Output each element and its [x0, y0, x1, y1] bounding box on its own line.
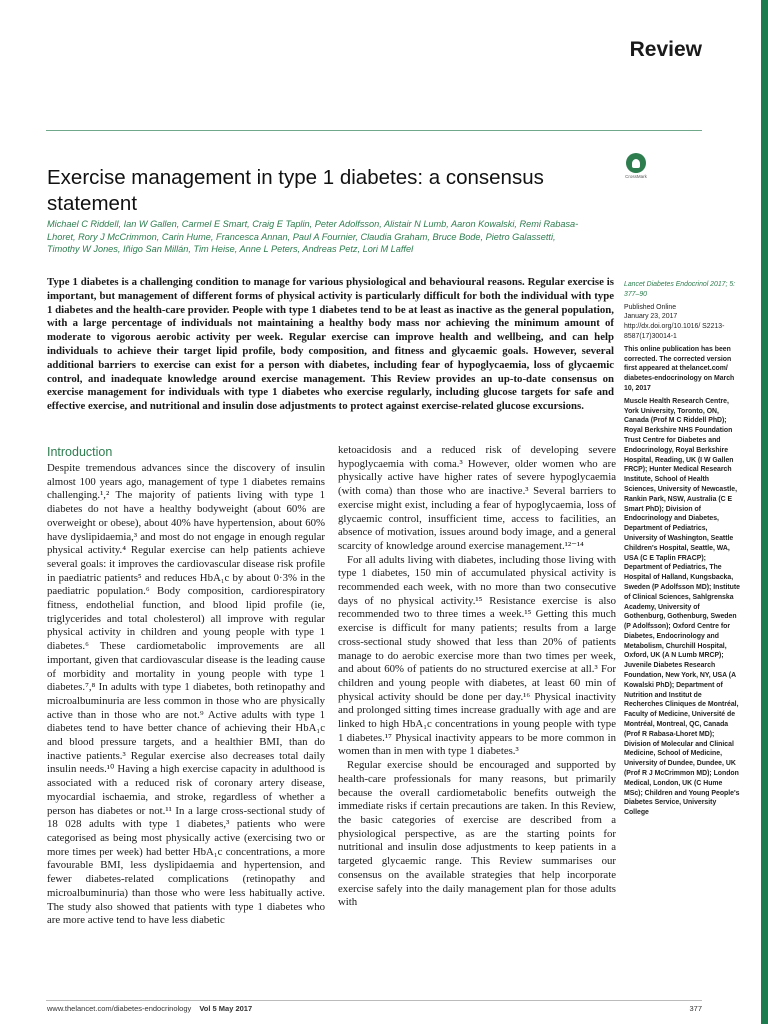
- footer-rule: [46, 1000, 702, 1001]
- published-date: January 23, 2017: [624, 313, 678, 321]
- correction-note: This online publication has been corrected. The corrected version first appeared at thelancet.com/ diabetes-endocrinology on March 10, 2017: [624, 345, 735, 392]
- intro-heading: Introduction: [47, 445, 113, 459]
- crossmark-icon[interactable]: CrossMark: [624, 153, 648, 187]
- footer-url[interactable]: www.thelancet.com/diabetes-endocrinology: [47, 1004, 192, 1013]
- paragraph: ketoacidosis and a reduced risk of developing severe hypoglycaemia with coma.³ However, older women who are physically active have higher rates of severe hypoglycaemia (with coma) than those who are inactive.³ Several barriers to exercise might exist, including a fear of hypoglycaemia, loss of glycaemic control, insufficient time, access to facilities, an absence of motivation, issues around body image, and a general scarcity of knowledge around exercise management.¹²⁻¹⁴: [338, 444, 616, 552]
- author-list: Michael C Riddell, Ian W Gallen, Carmel E Smart, Craig E Taplin, Peter Adolfsson, Alistair N Lumb, Aaron Kowalski, Remi Rabasa-Lhoret, Rory J McCrimmon, Carin Hume, Francesca Annan, Paul A Fournier, Claudia Graham, Bruce Bode, Pietro Galassetti, Timothy W Jones, Iñigo San Millán, Tim Heise, Anne L Peters, Andreas Petz, Lori M Laffel: [47, 219, 579, 255]
- page-number: 377: [689, 1004, 702, 1013]
- published-label: Published Online: [624, 303, 677, 311]
- body-column-left: [47, 444, 325, 928]
- paragraph: Despite tremendous advances since the discovery of insulin almost 100 years ago, management of type 1 diabetes remains challenging.¹,² The majority of patients living with type 1 diabetes do not have a healthy bodyweight (about 60% are overweight or obese), about 40% have hypertension, about 60% have dyslipidaemia,³ and most do not engage in enough regular physical activity.⁴ Regular exercise can help patients achieve several goals: it improves the cardiovascular disease risk profile in paediatric patients⁵ and reduces HbA₁c by about 0·3% in the paediatric population.⁶ Body composition, cardiorespiratory fitness, endothelial function, and blood lipid profile (ie, triglycerides and total cholesterol) all improve with regular physical activity in children and young people with type 1 diabetes.⁶ These cardiometabolic improvements are all important, given that cardiovascular disease is the leading cause of morbidity and mortality in young people with type 1 diabetes.⁷,⁸ In adults with type 1 diabetes, both retinopathy and microalbuminuria are less common in those who are physically active than in those who are not.⁹ Active adults with type 1 diabetes tend to have better chance of achieving their HbA₁c and blood pressure targets, and a healthier BMI, than do inactive patients.³ Regular exercise also decreases total daily insulin needs.¹⁰ Having a high exercise capacity in adulthood is associated with a reduced risk of coronary artery disease, myocardial ischaemia, and stroke, regardless of whether a person has diabetes or not.¹¹ In a large cross-sectional study of 18 028 adults with type 1 diabetes,³ patients who were categorised as being most physically active (exercising two or more times per week) had better HbA₁c concentrations, a more favourable BMI, less dyslipidaemia and hypertension, and fewer diabetes-related complications (retinopathy and microalbuminuria) than those who were less habitually active. The study also showed that patients with type 1 diabetes who are more active tend to have less diabetic: [47, 462, 325, 927]
- paragraph: Regular exercise should be encouraged and supported by health-care professionals for many reasons, but primarily because the overall cardiometabolic benefits outweigh the immediate risks if certain precautions are taken. In this Review, the basic categories of exercise are described from a physiological perspective, as are the starting points for nutritional and insulin dose adjustments to keep patients in a targeted glycaemic range. This Review summarises our consensus on the available strategies that help incorporate exercise safely into the daily management plan for those adults with: [338, 759, 616, 909]
- article-title: Exercise management in type 1 diabetes: a consensus statement: [47, 165, 544, 215]
- body-column-middle: [338, 444, 616, 910]
- abstract: Type 1 diabetes is a challenging condition to manage for various physiological and behavioural reasons. Regular exercise is important, but management of different forms of physical activity is particularly difficult for both the individual with type 1 diabetes and the health-care provider. People with type 1 diabetes tend to be at least as inactive as the general population, with a large percentage of individuals not maintaining a healthy body mass nor achieving the minimum amount of moderate to vigorous aerobic activity per week. Regular exercise can improve health and wellbeing, and can help individuals to achieve their target lipid profile, body composition, and fitness and glycaemic goals. However, several additional barriers to exercise can exist for a person with diabetes, including fear of hypoglycaemia, loss of glycaemic control, and inadequate knowledge around exercise management. This Review provides an up-to-date consensus on exercise management for individuals with type 1 diabetes who exercise regularly, including glucose targets for safe and effective exercise, and nutritional and insulin dose adjustments to protect against exercise-related glucose excursions.: [47, 276, 614, 413]
- citation: Lancet Diabetes Endocrinol 2017; 5: 377–90: [624, 281, 736, 298]
- paragraph: For all adults living with diabetes, including those living with type 1 diabetes, 150 min of accumulated physical activity is recommended each week, with no more than two consecutive days of no physical activity.¹⁵ Resistance exercise is also recommended two to three times a week.¹⁵ Getting this much exercise is difficult for many patients; results from a large cross-sectional study showed that less than 20% of patients manage to do aerobic exercise more than two times per week, and about 60% of patients do no structured exercise at all.³ For children and young people with diabetes, at least 60 min of physical activity should be done per day.¹⁶ Physical inactivity and prolonged sitting times increase gradually with age and are linked to high HbA₁c concentrations in young people with type 1 diabetes.¹⁷ Physical inactivity appears to be more common in women than in men with type 1 diabetes.³: [338, 553, 616, 758]
- footer-volume: Vol 5 May 2017: [199, 1004, 253, 1013]
- footer: [47, 1004, 252, 1013]
- header-rule: [46, 130, 702, 131]
- doi-link[interactable]: http://dx.doi.org/10.1016/ S2213-8587(17)30014-1: [624, 323, 725, 340]
- section-label: Review: [629, 38, 702, 61]
- journal-side-bar: [761, 0, 768, 1024]
- article-sidebar: [624, 280, 742, 818]
- affiliations: Muscle Health Research Centre, York University, Toronto, ON, Canada (Prof M C Riddell PhD); Royal Berkshire NHS Foundation Trust Centre for Diabetes and Endocrinology, Royal Berkshire Hospital, Reading, UK (I W Gallen FRCP); Hunter Medical Research Institute, School of Health Sciences, University of Newcastle, Rankin Park, NSW, Australia (C E Smart PhD); Division of Endocrinology and Diabetes, Department of Pediatrics, University of Washington, Seattle Children's Hospital, Seattle, WA, USA (C E Taplin FRACP); Department of Pediatrics, The Hospital of Halland, Kungsbacka, Sweden (P Adolfsson MD); Institute of Clinical Sciences, Sahlgrenska Academy, University of Gothenburg, Gothenburg, Sweden (P Adolfsson); Oxford Centre for Diabetes, Endocrinology and Metabolism, Churchill Hospital, Oxford, UK (A N Lumb MRCP); Juvenile Diabetes Research Foundation, New York, NY, USA (A Kowalski PhD); Department of Nutrition and Institut de Recherches Cliniques de Montréal, Faculty of Medicine, Université de Montréal, Montreal, QC, Canada (Prof R Rabasa-Lhoret MD); Division of Molecular and Clinical Medicine, School of Medicine, University of Dundee, Dundee, UK (Prof R J McCrimmon MD); London Medical, London, UK (C Hume MSc); Children and Young People's Diabetes Service, University College: [624, 397, 740, 817]
